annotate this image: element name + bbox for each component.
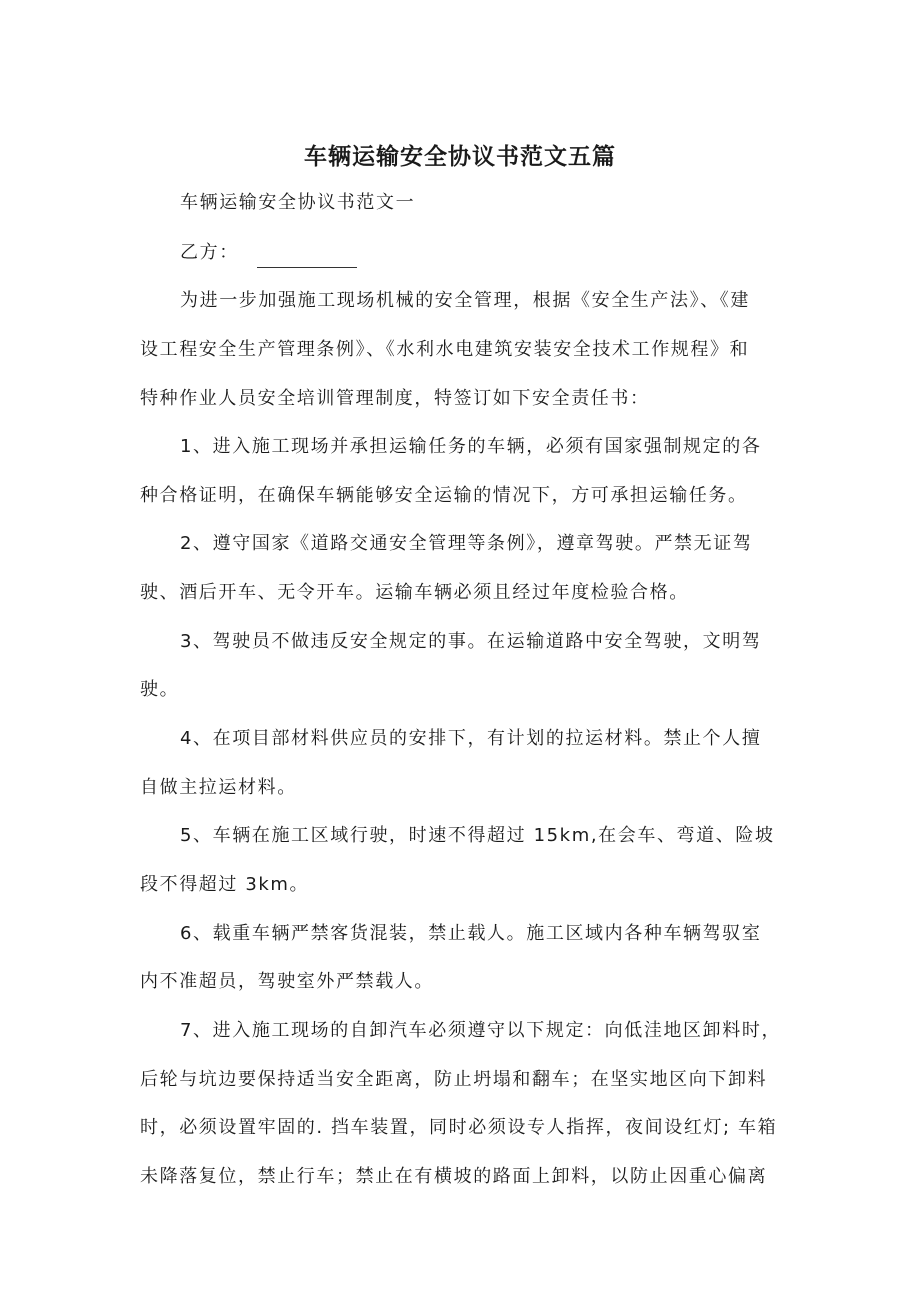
item-3-line-1: 3、驾驶员不做违反安全规定的事。在运输道路中安全驾驶，文明驾: [180, 631, 762, 652]
party-b-label: 乙方：: [180, 242, 239, 263]
item-6-line-1: 6、载重车辆严禁客货混装，禁止载人。施工区域内各种车辆驾驭室: [180, 923, 762, 944]
signature-blank: [257, 247, 357, 268]
subtitle: 车辆运输安全协议书范文一: [180, 192, 416, 213]
item-2-line-1: 2、遵守国家《道路交通安全管理等条例》，遵章驾驶。严禁无证驾: [180, 533, 753, 554]
party-b-line: [180, 238, 830, 268]
item-1-line-2: 种合格证明，在确保车辆能够安全运输的情况下，方可承担运输任务。: [140, 485, 748, 506]
item-6-line-2: 内不准超员，驾驶室外严禁载人。: [140, 971, 434, 992]
item-2-line-2: 驶、酒后开车、无令开车。运输车辆必须且经过年度检验合格。: [140, 582, 689, 603]
intro-line-3: 特种作业人员安全培训管理制度，特签订如下安全责任书：: [140, 388, 650, 409]
item-5-line-2: 段不得超过 3km。: [140, 874, 310, 895]
document-title: 车辆运输安全协议书范文五篇: [304, 144, 616, 170]
item-4-line-2: 自做主拉运材料。: [140, 777, 297, 798]
item-7-line-2: 后轮与坑边要保持适当安全距离，防止坍塌和翻车；在坚实地区向下卸料: [140, 1069, 768, 1090]
intro-line-2: 设工程安全生产管理条例》、《水利水电建筑安装安全技术工作规程》和: [140, 339, 750, 360]
intro-line-1: 为进一步加强施工现场机械的安全管理，根据《安全生产法》、《建: [180, 290, 750, 311]
item-7-line-4: 未降落复位，禁止行车；禁止在有横坡的路面上卸料，以防止因重心偏离: [140, 1166, 768, 1187]
item-5-line-1: 5、车辆在施工区域行驶，时速不得超过 15km,在会车、弯道、险坡: [180, 825, 775, 846]
item-7-line-1: 7、进入施工现场的自卸汽车必须遵守以下规定：向低洼地区卸料时，: [180, 1020, 782, 1041]
item-7-line-3: 时，必须设置牢固的. 挡车装置，同时必须设专人指挥，夜间设红灯; 车箱: [140, 1117, 778, 1138]
item-1-line-1: 1、进入施工现场并承担运输任务的车辆，必须有国家强制规定的各: [180, 436, 762, 457]
item-3-line-2: 驶。: [140, 679, 180, 700]
item-4-line-1: 4、在项目部材料供应员的安排下，有计划的拉运材料。禁止个人擅: [180, 728, 762, 749]
